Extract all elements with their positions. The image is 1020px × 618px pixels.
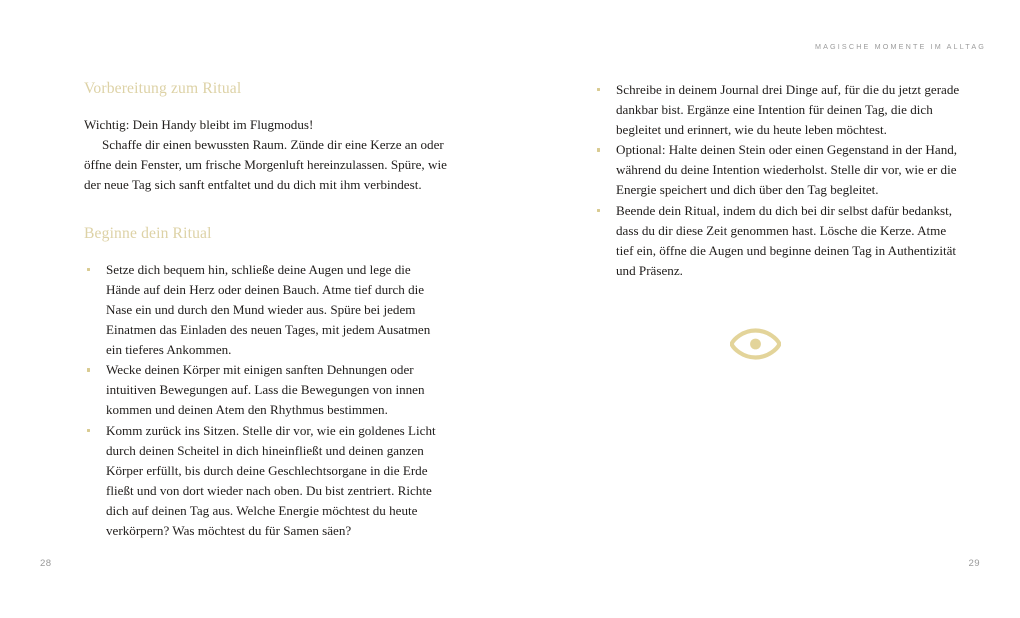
list-item-text: Beende dein Ritual, indem du dich bei dir selbst dafür bedankst, dass du dir diese Zeit genommen hast. Lösche die Kerze. Atme tief ein, öffne die Augen und beginne deinen Tag in Authentizität und Präsenz. [616, 202, 957, 278]
list-item-text: Schreibe in deinem Journal drei Dinge auf, für die du jetzt gerade dankbar bist. Ergänze eine Intention für deinen Tag, die dich begleitet und erinnert, wie du heute leben möchtest. [616, 82, 960, 138]
bullet-square-icon [87, 368, 90, 371]
list-item [594, 140, 962, 200]
bullet-square-icon [597, 209, 600, 212]
list-item-text: Komm zurück ins Sitzen. Stelle dir vor, wie ein goldenes Licht durch deinen Scheitel in dich hineinfließt und deinen ganzen Körper erfüllt, bis durch deine Geschlechtsorgane in die Erde fließt und von dort wieder nach oben. Du bist zentriert. Richte dich auf deinen Tag aus. Welche Energie möchtest du heute verkörpern? Was möchtest du für Samen säen? [106, 422, 436, 538]
section-heading-vorbereitung: Vorbereitung zum Ritual [84, 80, 242, 97]
section-heading-beginne: Beginne dein Ritual [84, 225, 212, 243]
right-bullet-list [594, 80, 962, 281]
eye-icon [730, 324, 781, 364]
list-item [84, 421, 448, 542]
bullet-square-icon [597, 88, 600, 91]
left-bullet-list [84, 260, 448, 541]
left-page-column [84, 80, 448, 541]
page-number-left: 28 [40, 558, 52, 569]
bullet-square-icon [87, 429, 90, 432]
bullet-square-icon [87, 268, 90, 271]
list-item [594, 80, 962, 140]
list-item-text: Setze dich bequem hin, schließe deine Augen und lege die Hände auf dein Herz oder deinen Bauch. Atme tief durch die Nase ein und durch den Mund wieder aus. Spüre bei jedem Einatmen das Einladen des neuen Tages, mit jedem Ausatmen ein tieferes Ankommen. [106, 261, 431, 358]
list-item [594, 201, 962, 281]
list-item [84, 360, 448, 420]
bullet-square-icon [597, 148, 600, 151]
page-number-right: 29 [968, 558, 980, 569]
list-item [84, 260, 448, 360]
paragraph-wichtig: Wichtig: Dein Handy bleibt im Flugmodus! [84, 116, 314, 132]
running-head: MAGISCHE MOMENTE IM ALLTAG [814, 42, 986, 51]
list-item-text: Wecke deinen Körper mit einigen sanften Dehnungen oder intuitiven Bewegungen auf. Lass die Bewegungen von innen kommen und deinen Atem den Rhythmus bestimmen. [106, 362, 425, 418]
paragraph-bewusster-raum: Schaffe dir einen bewussten Raum. Zünde dir eine Kerze an oder öffne dein Fenster, um frische Morgenluft hereinzulassen. Spüre, wie der neue Tag sich sanft entfaltet und du dich mit ihm verbindest. [84, 136, 447, 192]
list-item-text: Optional: Halte deinen Stein oder einen Gegenstand in der Hand, während du deine Intention wiederholst. Stelle dir vor, wie er die Energie speichert und dich über den Tag begleitet. [616, 142, 958, 198]
right-page-column [594, 80, 962, 281]
